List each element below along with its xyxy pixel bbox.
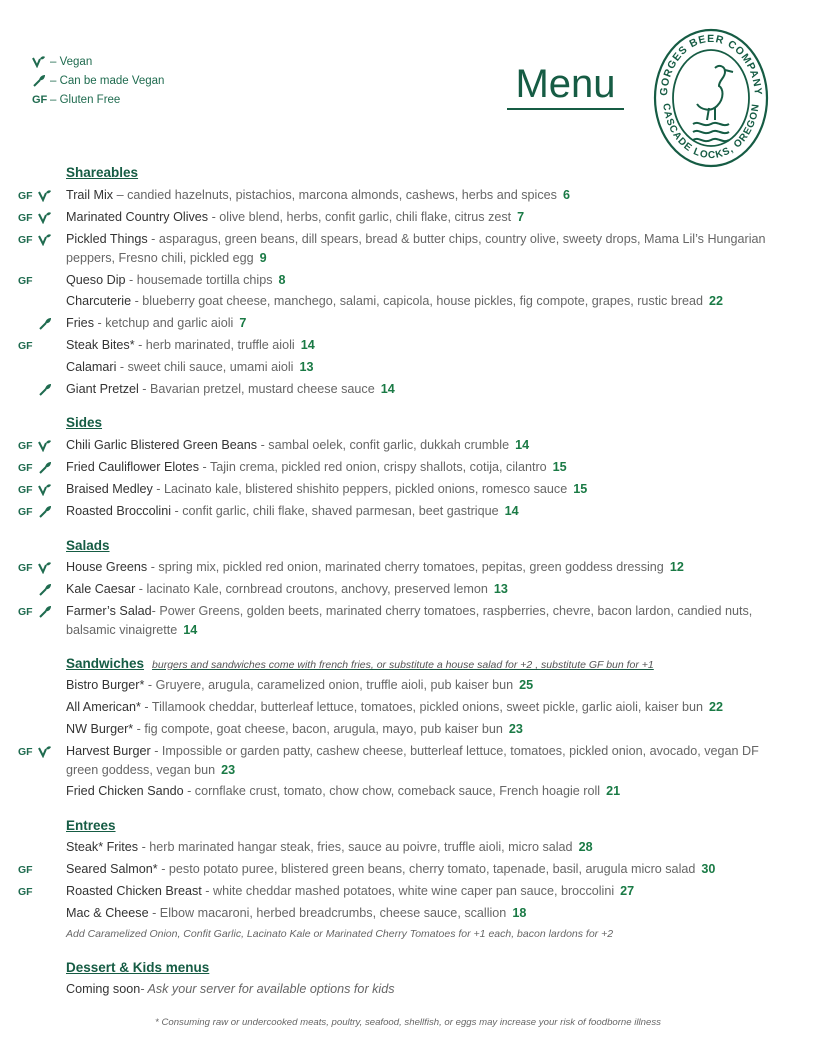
item-name: Fries <box>66 316 94 330</box>
item-price: 28 <box>578 840 593 854</box>
menu-item <box>66 358 786 377</box>
section-title-text: Dessert & Kids menus <box>66 960 210 975</box>
item-price: 15 <box>552 460 567 474</box>
menu-item <box>66 838 786 857</box>
vegan-icon <box>38 233 52 246</box>
vegan-icon <box>38 189 52 202</box>
diet-tags <box>18 502 62 521</box>
menu-item <box>66 380 786 399</box>
gluten-free-mark: GF <box>18 605 33 618</box>
diet-tags <box>18 580 62 599</box>
item-price: 9 <box>259 251 267 265</box>
item-description: - sweet chili sauce, umami aioli <box>116 360 294 374</box>
diet-tags <box>18 230 62 249</box>
section-footnote: Add Caramelized Onion, Confit Garlic, Lacinato Kale or Marinated Cherry Tomatoes for +1 each, bacon lardons for +2 <box>66 928 614 940</box>
item-name: Fried Chicken Sando <box>66 784 184 798</box>
menu-item <box>66 782 786 801</box>
item-description: - olive blend, herbs, confit garlic, chili flake, citrus zest <box>208 210 512 224</box>
menu-item <box>66 314 786 333</box>
diet-tags <box>18 208 62 227</box>
logo-text-top: GORGES BEER COMPANY <box>657 32 765 97</box>
item-price: 6 <box>562 188 570 202</box>
item-description: - Tillamook cheddar, butterleaf lettuce, tomatoes, pickled onions, sweet pickle, garlic aioli, kaiser bun <box>140 700 704 714</box>
menu-item <box>66 860 786 879</box>
section-title-text: Sandwiches <box>66 656 145 671</box>
item-name: Steak Bites* <box>66 338 135 352</box>
gluten-free-mark: GF <box>18 233 33 246</box>
item-name: Fried Cauliflower Elotes <box>66 460 199 474</box>
item-price: 23 <box>221 763 236 777</box>
vegan-icon <box>38 745 52 758</box>
gluten-free-mark: GF <box>18 505 33 518</box>
can-be-vegan-icon <box>38 505 52 518</box>
section-title <box>66 960 209 975</box>
item-price: 25 <box>519 678 534 692</box>
item-name: All American* <box>66 700 141 714</box>
item-description: - confit garlic, chili flake, shaved parmesan, beet gastrique <box>171 504 499 518</box>
gluten-free-mark: GF <box>18 745 33 758</box>
section-note: burgers and sandwiches come with french fries, or substitute a house salad for +2 , substitute GF bun for +1 <box>152 659 654 671</box>
menu-item <box>66 904 786 923</box>
diet-tags <box>18 602 62 621</box>
item-name: Giant Pretzel <box>66 382 139 396</box>
item-name: Trail Mix <box>66 188 114 202</box>
item-description: – candied hazelnuts, pistachios, marcona almonds, cashews, herbs and spices <box>113 188 557 202</box>
can-be-vegan-icon <box>38 605 52 618</box>
item-name: Roasted Broccolini <box>66 504 171 518</box>
coming-soon-detail: - Ask your server for available options for kids <box>140 982 395 996</box>
gluten-free-mark: GF <box>18 439 33 452</box>
section-title <box>66 415 102 430</box>
footnote-disclaimer: * Consuming raw or undercooked meats, poultry, seafood, shellfish, or eggs may increase your risk of foodborne illness <box>155 1017 661 1028</box>
diet-tags <box>18 742 62 761</box>
vegan-icon <box>38 483 52 496</box>
menu-item <box>66 186 786 205</box>
gluten-free-mark: GF <box>18 863 33 876</box>
diet-tags <box>18 458 62 477</box>
item-description: - housemade tortilla chips <box>125 273 273 287</box>
legend-gf-label: – Gluten Free <box>50 93 121 106</box>
item-description: - fig compote, goat cheese, bacon, arugula, mayo, pub kaiser bun <box>133 722 503 736</box>
item-description: - cornflake crust, tomato, chow chow, comeback sauce, French hoagie roll <box>183 784 601 798</box>
menu-item <box>66 676 786 695</box>
can-be-vegan-icon <box>38 461 52 474</box>
item-price: 14 <box>515 438 530 452</box>
item-price: 12 <box>669 560 684 574</box>
item-price: 7 <box>239 316 247 330</box>
item-name: Harvest Burger <box>66 744 151 758</box>
item-name: Pickled Things <box>66 232 148 246</box>
menu-item <box>66 436 786 455</box>
item-description: - lacinato Kale, cornbread croutons, anchovy, preserved lemon <box>135 582 488 596</box>
logo-text-bottom: CASCADE LOCKS, OREGON <box>660 102 762 162</box>
menu-item <box>66 502 786 521</box>
menu-item <box>66 271 786 290</box>
item-name: Mac & Cheese <box>66 906 149 920</box>
diet-tags <box>18 436 62 455</box>
item-name: Calamari <box>66 360 117 374</box>
item-price: 14 <box>183 623 198 637</box>
menu-item <box>66 720 786 739</box>
item-name: Roasted Chicken Breast <box>66 884 202 898</box>
menu-item <box>66 336 786 355</box>
section-title <box>66 165 138 180</box>
item-price: 13 <box>493 582 508 596</box>
item-description: - blueberry goat cheese, manchego, salami, capicola, house pickles, fig compote, grapes, rustic bread <box>131 294 704 308</box>
gluten-free-mark: GF <box>18 885 33 898</box>
item-description: - pesto potato puree, blistered green beans, cherry tomato, tapenade, basil, arugula micro salad <box>157 862 696 876</box>
gluten-free-mark: GF <box>18 461 33 474</box>
item-price: 8 <box>278 273 286 287</box>
item-price: 14 <box>300 338 315 352</box>
item-description: - Impossible or garden patty, cashew cheese, butterleaf lettuce, tomatoes, pickled onion, avocado, vegan DF green goddess, vegan bun <box>66 744 759 777</box>
legend-vegan-label: – Vegan <box>50 55 93 68</box>
legend-can-vegan-label: – Can be made Vegan <box>50 74 165 87</box>
item-description: - asparagus, green beans, dill spears, bread & butter chips, country olive, sweety drops, Mama Lil’s Hungarian peppers, Fresno chili, pickled egg <box>66 232 766 265</box>
diet-tags <box>18 558 62 577</box>
item-name: NW Burger* <box>66 722 134 736</box>
vegan-icon <box>38 439 52 452</box>
coming-soon-lead: Coming soon <box>66 982 141 996</box>
item-description: - Gruyere, arugula, caramelized onion, truffle aioli, pub kaiser bun <box>144 678 514 692</box>
diet-tags <box>18 882 62 901</box>
section-title-text: Entrees <box>66 818 116 833</box>
gluten-free-mark: GF <box>18 189 33 202</box>
item-name: Farmer’s Salad <box>66 604 152 618</box>
item-price: 30 <box>701 862 716 876</box>
page-title: Menu <box>507 62 624 110</box>
gluten-free-mark: GF <box>18 339 33 352</box>
section-title <box>66 818 116 833</box>
item-name: Steak* Frites <box>66 840 139 854</box>
section-title <box>66 656 654 671</box>
section-title-text: Shareables <box>66 165 139 180</box>
item-price: 7 <box>517 210 525 224</box>
item-price: 14 <box>504 504 519 518</box>
gluten-free-mark: GF <box>18 561 33 574</box>
item-description: - spring mix, pickled red onion, marinated cherry tomatoes, pepitas, green goddess dressing <box>147 560 664 574</box>
item-description: - white cheddar mashed potatoes, white wine caper pan sauce, broccolini <box>201 884 615 898</box>
menu-item <box>66 230 786 268</box>
item-price: 22 <box>709 294 724 308</box>
item-name: Queso Dip <box>66 273 126 287</box>
diet-tags <box>18 271 62 290</box>
gluten-free-mark: GF <box>32 93 48 106</box>
gluten-free-mark: GF <box>18 211 33 224</box>
vegan-icon <box>38 211 52 224</box>
can-be-vegan-icon <box>38 317 52 330</box>
section-title-text: Salads <box>66 538 110 553</box>
item-description: - Lacinato kale, blistered shishito peppers, pickled onions, romesco sauce <box>152 482 568 496</box>
gluten-free-mark: GF <box>18 483 33 496</box>
item-name: House Greens <box>66 560 148 574</box>
item-name: Kale Caesar <box>66 582 136 596</box>
item-description: - herb marinated, truffle aioli <box>134 338 295 352</box>
item-price: 21 <box>606 784 621 798</box>
menu-item <box>66 698 786 717</box>
diet-tags <box>18 480 62 499</box>
item-description: - herb marinated hangar steak, fries, sauce au poivre, truffle aioli, micro salad <box>138 840 573 854</box>
section-title <box>66 538 110 553</box>
can-be-vegan-icon <box>38 383 52 396</box>
diet-tags <box>18 380 62 399</box>
menu-item <box>66 458 786 477</box>
item-description: - Power Greens, golden beets, marinated cherry tomatoes, raspberries, chevre, bacon lardon, candied nuts, balsamic vinaigrette <box>66 604 753 637</box>
item-name: Chili Garlic Blistered Green Beans <box>66 438 258 452</box>
menu-item <box>66 292 786 311</box>
diet-tags <box>18 186 62 205</box>
menu-item <box>66 558 786 577</box>
item-name: Seared Salmon* <box>66 862 158 876</box>
item-price: 23 <box>508 722 523 736</box>
item-name: Charcuterie <box>66 294 132 308</box>
item-price: 15 <box>573 482 588 496</box>
gluten-free-mark: GF <box>18 274 33 287</box>
item-description: - ketchup and garlic aioli <box>94 316 234 330</box>
vegan-icon <box>38 561 52 574</box>
menu-item <box>66 882 786 901</box>
diet-tags <box>18 336 62 355</box>
diet-tags <box>18 860 62 879</box>
item-name: Braised Medley <box>66 482 153 496</box>
item-price: 13 <box>299 360 314 374</box>
item-price: 22 <box>709 700 724 714</box>
coming-soon <box>66 982 395 996</box>
can-be-vegan-icon <box>38 583 52 596</box>
item-description: - sambal oelek, confit garlic, dukkah crumble <box>257 438 510 452</box>
item-price: 14 <box>380 382 395 396</box>
item-description: - Bavarian pretzel, mustard cheese sauce <box>138 382 375 396</box>
menu-item <box>66 580 786 599</box>
diet-tags <box>18 314 62 333</box>
item-description: - Elbow macaroni, herbed breadcrumbs, cheese sauce, scallion <box>148 906 507 920</box>
item-price: 18 <box>512 906 527 920</box>
menu-item <box>66 208 786 227</box>
item-description: - Tajin crema, pickled red onion, crispy shallots, cotija, cilantro <box>199 460 547 474</box>
item-price: 27 <box>620 884 635 898</box>
menu-item <box>66 742 786 780</box>
item-name: Bistro Burger* <box>66 678 145 692</box>
section-title-text: Sides <box>66 415 103 430</box>
menu-item <box>66 602 786 640</box>
menu-item <box>66 480 786 499</box>
item-name: Marinated Country Olives <box>66 210 209 224</box>
